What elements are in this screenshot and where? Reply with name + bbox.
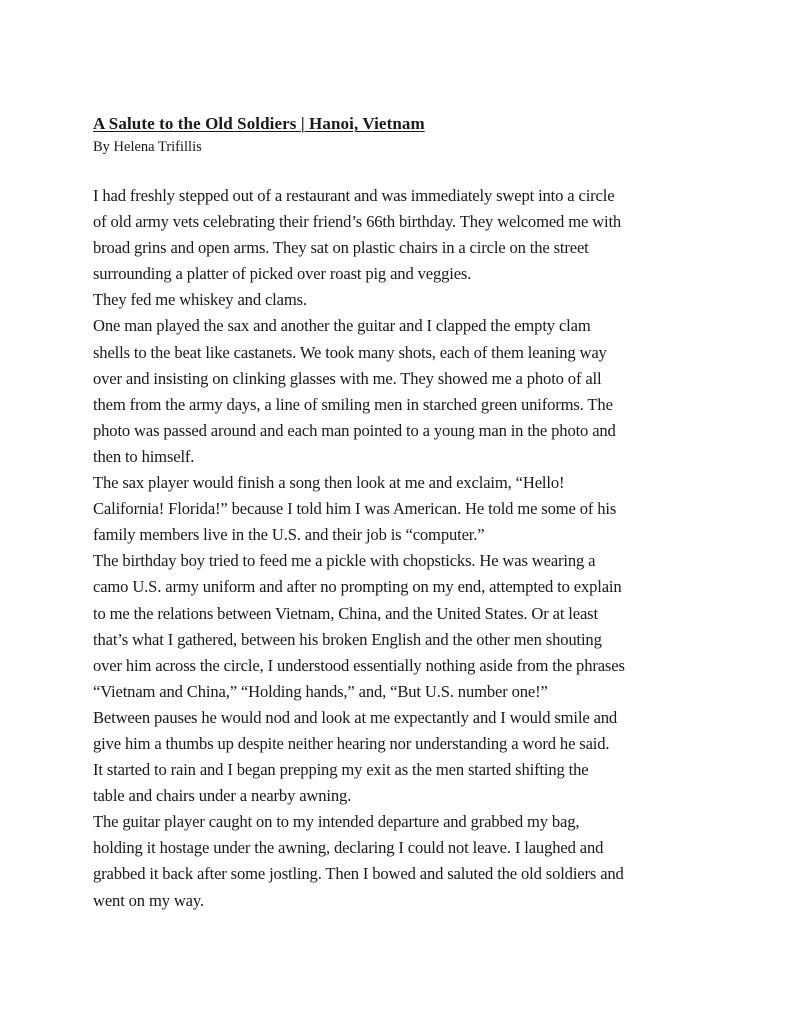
text-line: holding it hostage under the awning, declaring I could not leave. I laughed and [93,838,604,858]
text-line: surrounding a platter of picked over roast pig and veggies. [93,264,472,284]
text-line: One man played the sax and another the guitar and I clapped the empty clam [93,316,591,336]
text-line: them from the army days, a line of smiling men in starched green uniforms. The [93,394,613,414]
text-line: that’s what I gathered, between his broken English and the other men shouting [93,629,602,649]
text-line: over and insisting on clinking glasses with me. They showed me a photo of all [93,368,602,388]
text-line: I had freshly stepped out of a restaurant and was immediately swept into a circle [93,186,615,205]
text-line: give him a thumbs up despite neither hearing nor understanding a word he said. [93,733,610,753]
text-line: over him across the circle, I understood essentially nothing aside from the phrases [93,655,625,675]
text-line: The sax player would finish a song then look at me and exclaim, “Hello! [93,473,565,493]
byline: By Helena Trifillis [93,139,202,155]
text-line: California! Florida!” because I told him I was American. He told me some of his [93,499,617,519]
document-body [93,183,713,914]
text-line: shells to the beat like castanets. We took many shots, each of them leaning way [93,342,607,362]
document-title: A Salute to the Old Soldiers | Hanoi, Vietnam [93,114,425,133]
text-line: It started to rain and I began prepping my exit as the men started shifting the [93,760,589,780]
text-line: of old army vets celebrating their friend’s 66th birthday. They welcomed me with [93,212,622,232]
text-line: “Vietnam and China,” “Holding hands,” and, “But U.S. number one!” [93,681,548,701]
text-line: They fed me whiskey and clams. [93,290,307,310]
text-line: family members live in the U.S. and their job is “computer.” [93,525,485,545]
text-line: to me the relations between Vietnam, China, and the United States. Or at least [93,603,598,623]
text-line: photo was passed around and each man pointed to a young man in the photo and [93,420,616,440]
text-line: broad grins and open arms. They sat on plastic chairs in a circle on the street [93,238,589,258]
text-line: grabbed it back after some jostling. Then I bowed and saluted the old soldiers and [93,864,624,884]
text-line: table and chairs under a nearby awning. [93,786,352,806]
text-line: then to himself. [93,446,195,466]
text-line: camo U.S. army uniform and after no prompting on my end, attempted to explain [93,577,622,597]
text-line: went on my way. [93,890,204,910]
text-line: The birthday boy tried to feed me a pickle with chopsticks. He was wearing a [93,551,596,571]
document-page [93,113,713,914]
text-line: Between pauses he would nod and look at me expectantly and I would smile and [93,707,618,727]
text-line: The guitar player caught on to my intended departure and grabbed my bag, [93,812,580,832]
